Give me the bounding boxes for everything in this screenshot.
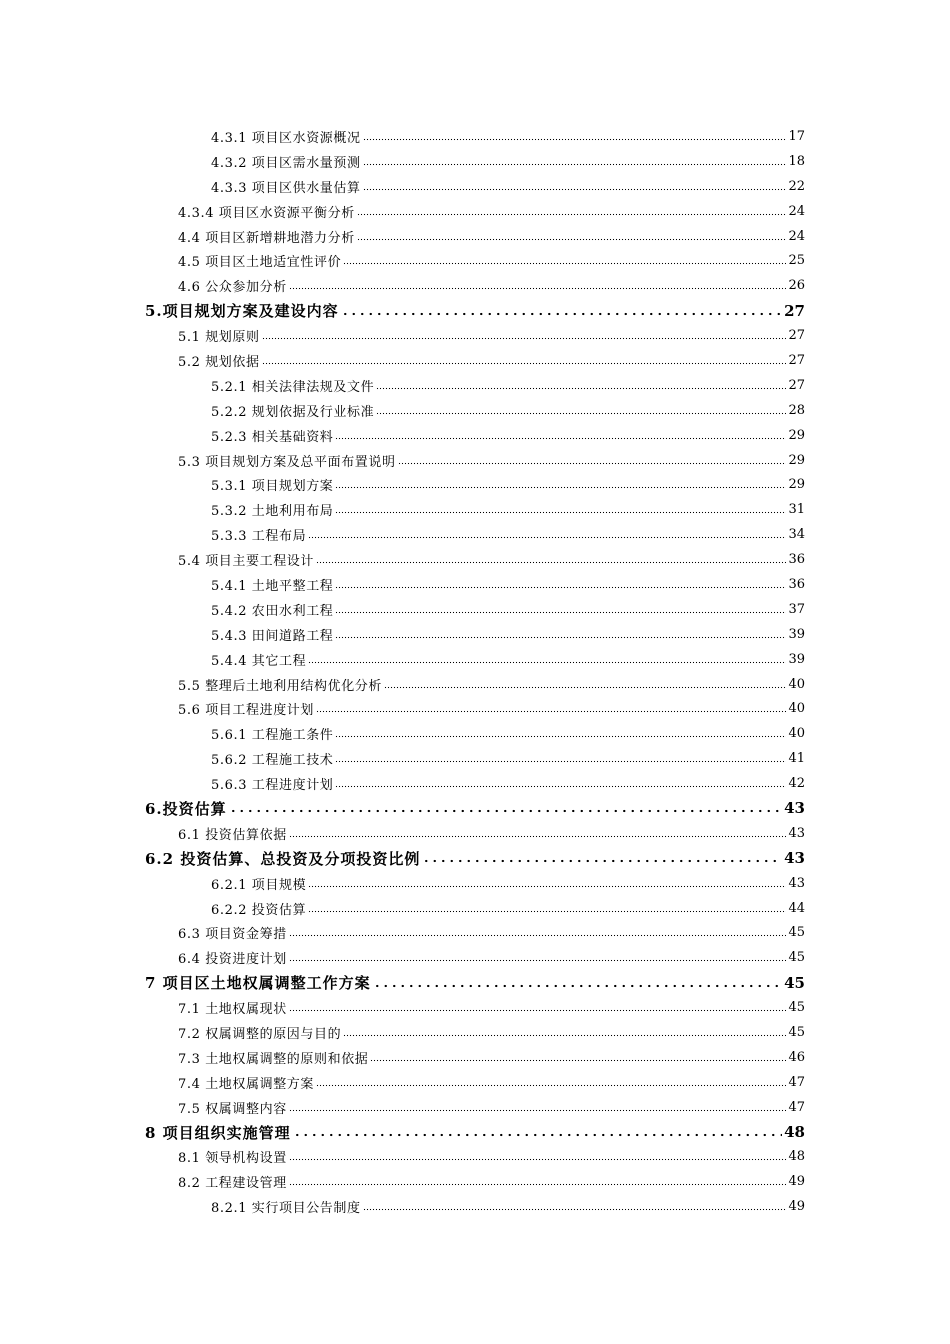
toc-page-number: 29 [788,452,805,468]
toc-page-number: 27 [784,301,805,320]
toc-page-number: 25 [788,253,805,269]
toc-page-number: 45 [788,950,805,966]
toc-page-number: 47 [788,1099,805,1115]
dot-leader [335,481,786,495]
dot-leader [363,157,787,171]
toc-entry[interactable] [178,672,950,697]
toc-entry[interactable] [178,1020,950,1045]
toc-entry[interactable] [211,398,950,423]
toc-entry-title: 5.3.3 工程布局 [211,525,307,544]
toc-entry-title: 5.2.3 相关基础资料 [211,426,334,445]
toc-entry[interactable] [178,995,950,1020]
dot-leader [363,1203,787,1217]
toc-page-number: 41 [788,751,805,767]
toc-page-number: 24 [788,203,805,219]
toc-entry-title: 4.6 公众参加分析 [178,276,288,295]
dot-leader [341,307,782,321]
dot-leader [335,580,786,594]
dot-leader [308,655,786,669]
toc-page-number: 40 [788,701,805,717]
toc-entry-title: 5.3.1 项目规划方案 [211,475,334,494]
dot-leader [308,879,786,893]
toc-entry[interactable] [178,945,950,970]
toc-page-number: 42 [788,776,805,792]
toc-entry-title: 5.1 规划原则 [178,326,261,345]
toc-entry[interactable] [211,174,950,199]
toc-entry-title: 6.2.1 项目规模 [211,874,307,893]
toc-entry[interactable] [211,896,950,921]
toc-entry[interactable] [211,746,950,771]
dot-leader [335,630,786,644]
toc-entry-title: 4.4 项目区新增耕地潜力分析 [178,227,356,246]
toc-page-number: 39 [788,626,805,642]
toc-entry-title: 7.4 土地权属调整方案 [178,1073,315,1092]
dot-leader [308,531,786,545]
toc-page-number: 47 [788,1074,805,1090]
toc-entry[interactable] [211,124,950,149]
dot-leader [357,232,787,246]
toc-entry-title: 5.4 项目主要工程设计 [178,550,315,569]
toc-entry-title: 5.4.4 其它工程 [211,650,307,669]
toc-entry-title: 5.6.3 工程进度计划 [211,774,334,793]
toc-chapter-entry[interactable] [145,298,950,323]
toc-entry[interactable] [211,622,950,647]
dot-leader [343,1029,786,1043]
toc-page-number: 27 [788,352,805,368]
dot-leader [289,929,787,943]
toc-entry-title: 7 项目区土地权属调整工作方案 [145,974,371,993]
toc-entry-title: 5.6 项目工程进度计划 [178,699,315,718]
toc-page-number: 45 [788,925,805,941]
toc-entry-title: 4.3.2 项目区需水量预测 [211,152,362,171]
dot-leader [335,780,786,794]
toc-entry-title: 7.3 土地权属调整的原则和依据 [178,1048,369,1067]
toc-entry-title: 7.2 权属调整的原因与目的 [178,1023,342,1042]
dot-leader [308,904,786,918]
toc-entry[interactable] [211,522,950,547]
toc-page-number: 36 [788,576,805,592]
dot-leader [316,556,786,570]
toc-page-number: 46 [788,1049,805,1065]
dot-leader [293,1128,782,1142]
toc-page-number: 45 [784,973,805,992]
toc-entry-title: 7.5 权属调整内容 [178,1098,288,1117]
toc-page-number: 28 [788,402,805,418]
dot-leader [357,207,787,221]
toc-page-number: 40 [788,676,805,692]
toc-entry-title: 5.5 整理后土地利用结构优化分析 [178,675,383,694]
toc-entry-title: 5.3.2 土地利用布局 [211,500,334,519]
dot-leader [262,356,787,370]
toc-entry[interactable] [211,1194,950,1219]
dot-leader [335,730,786,744]
toc-entry[interactable] [211,497,950,522]
dot-leader [335,605,786,619]
toc-entry-title: 5.6.1 工程施工条件 [211,724,334,743]
dot-leader [316,1078,786,1092]
toc-page-number: 29 [788,477,805,493]
dot-leader [422,854,782,868]
toc-page-number: 49 [788,1199,805,1215]
toc-entry[interactable] [178,821,950,846]
toc-page-number: 48 [784,1123,805,1142]
toc-chapter-entry[interactable] [145,796,950,821]
dot-leader [335,431,786,445]
toc-entry[interactable] [211,149,950,174]
toc-entry-title: 4.5 项目区土地适宜性评价 [178,251,342,270]
toc-entry[interactable] [178,1045,950,1070]
toc-entry-title: 5.2.2 规划依据及行业标准 [211,401,375,420]
toc-entry[interactable] [211,647,950,672]
toc-entry-title: 4.3.3 项目区供水量估算 [211,177,362,196]
toc-page-number: 26 [788,278,805,294]
toc-entry[interactable] [178,1095,950,1120]
toc-chapter-entry[interactable] [145,1120,950,1145]
toc-entry[interactable] [178,1169,950,1194]
toc-page-number: 44 [788,900,805,916]
dot-leader [373,979,782,993]
dot-leader [335,506,786,520]
dot-leader [289,282,787,296]
dot-leader [289,954,787,968]
toc-entry-title: 5.3 项目规划方案及总平面布置说明 [178,451,397,470]
dot-leader [398,456,787,470]
toc-page-number: 17 [788,128,805,144]
toc-entry[interactable] [178,1145,950,1170]
toc-page-number: 43 [784,849,805,868]
toc-page-number: 24 [788,228,805,244]
toc-page-number: 43 [784,799,805,818]
toc-entry[interactable] [178,224,950,249]
dot-leader [376,406,786,420]
dot-leader [335,755,786,769]
dot-leader [370,1053,786,1067]
toc-entry[interactable] [211,871,950,896]
toc-entry[interactable] [178,248,950,273]
toc-entry[interactable] [178,921,950,946]
toc-page-number: 37 [788,601,805,617]
dot-leader [363,132,787,146]
table-of-contents [0,124,950,1219]
toc-entry[interactable] [211,721,950,746]
toc-entry-title: 8.2 工程建设管理 [178,1172,288,1191]
toc-entry[interactable] [178,273,950,298]
dot-leader [289,1178,787,1192]
toc-entry[interactable] [178,448,950,473]
dot-leader [289,1103,787,1117]
toc-entry[interactable] [178,547,950,572]
toc-page-number: 39 [788,651,805,667]
dot-leader [289,1153,787,1167]
toc-entry-title: 6.2 投资估算、总投资及分项投资比例 [145,849,421,868]
toc-entry-title: 8.2.1 实行项目公告制度 [211,1197,362,1216]
dot-leader [229,804,782,818]
toc-entry[interactable] [178,1070,950,1095]
toc-chapter-entry[interactable] [145,970,950,995]
toc-page-number: 27 [788,377,805,393]
toc-entry[interactable] [211,472,950,497]
toc-entry-title: 6.3 项目资金筹措 [178,923,288,942]
toc-entry-title: 6.2.2 投资估算 [211,899,307,918]
toc-page-number: 29 [788,427,805,443]
dot-leader [343,257,786,271]
toc-entry[interactable] [178,348,950,373]
toc-page-number: 45 [788,1025,805,1040]
toc-page-number: 40 [788,726,805,742]
toc-entry-title: 5.4.3 田间道路工程 [211,625,334,644]
dot-leader [262,332,787,346]
toc-page-number: 45 [788,1000,805,1016]
toc-page-number: 31 [788,502,805,518]
toc-entry[interactable] [211,373,950,398]
toc-entry-title: 5.项目规划方案及建设内容 [145,302,339,321]
toc-entry-title: 4.3.1 项目区水资源概况 [211,127,362,146]
dot-leader [289,829,787,843]
toc-page-number: 49 [788,1174,805,1190]
toc-page-number: 34 [788,527,805,543]
dot-leader [289,1004,787,1018]
dot-leader [363,182,787,196]
dot-leader [384,680,786,694]
dot-leader [316,705,786,719]
toc-entry[interactable] [178,696,950,721]
toc-entry-title: 8 项目组织实施管理 [145,1123,291,1142]
toc-entry-title: 6.1 投资估算依据 [178,824,288,843]
toc-entry-title: 5.2 规划依据 [178,351,261,370]
toc-entry[interactable] [211,771,950,796]
toc-page-number: 22 [788,178,805,194]
toc-entry-title: 6.4 投资进度计划 [178,948,288,967]
toc-entry-title: 6.投资估算 [145,799,227,818]
toc-entry-title: 5.6.2 工程施工技术 [211,749,334,768]
toc-page-number: 43 [788,875,805,891]
toc-entry-title: 5.2.1 相关法律法规及文件 [211,376,375,395]
toc-entry-title: 8.1 领导机构设置 [178,1147,288,1166]
toc-entry[interactable] [211,597,950,622]
toc-entry[interactable] [211,423,950,448]
toc-page-number: 27 [788,328,805,344]
dot-leader [376,381,786,395]
toc-page-number: 36 [788,552,805,568]
toc-chapter-entry[interactable] [145,846,950,871]
toc-entry[interactable] [211,572,950,597]
toc-entry[interactable] [178,323,950,348]
toc-entry-title: 5.4.1 土地平整工程 [211,575,334,594]
toc-entry[interactable] [178,199,950,224]
toc-page-number: 18 [788,153,805,169]
toc-page-number: 48 [788,1149,805,1165]
toc-entry-title: 5.4.2 农田水利工程 [211,600,334,619]
toc-page-number: 43 [788,825,805,841]
toc-entry-title: 7.1 土地权属现状 [178,998,288,1017]
toc-entry-title: 4.3.4 项目区水资源平衡分析 [178,202,356,221]
